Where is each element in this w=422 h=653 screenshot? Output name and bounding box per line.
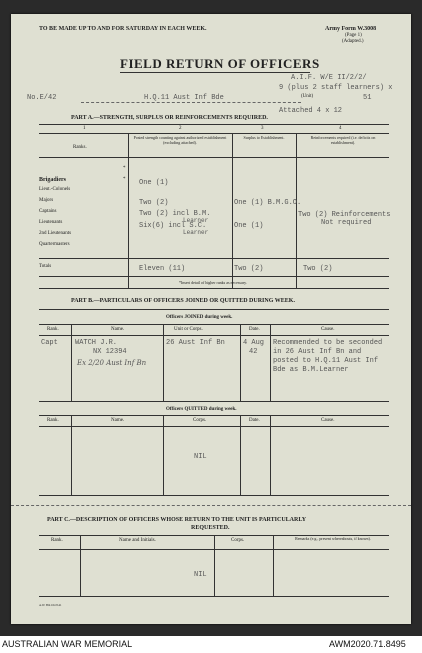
joined-label: Officers JOINED during week. (166, 315, 233, 320)
aif-line: A.I.F. W/E II/2/2/ (291, 74, 367, 82)
capt-reinforcements-2: Not required (321, 219, 372, 227)
attached-line: Attached 4 x 12 (279, 107, 343, 115)
joined-col-rank: Rank. (47, 327, 59, 332)
quitted-col-name: Name. (111, 418, 125, 423)
col-num-4: 4 (339, 126, 342, 131)
joined-col-date: Date. (249, 327, 260, 332)
joined-col-unit: Unit or Corps. (174, 327, 203, 332)
joined-col-name: Name. (111, 327, 125, 332)
form-title: FIELD RETURN OF OFFICERS (120, 56, 320, 71)
part-c-col-corps: Corps. (231, 538, 245, 543)
quitted-nil: NIL (194, 453, 207, 461)
lieut-strength: Six(6) incl S.C. (139, 222, 207, 230)
part-c-col-rank: Rank. (51, 538, 63, 543)
col-head-ranks: Ranks. (73, 145, 87, 150)
capt-strength: Two (2) incl B.M. (139, 210, 211, 218)
joined-year: 42 (249, 348, 258, 356)
top-instruction: TO BE MADE UP TO AND FOR SATURDAY IN EACH WEEK. (39, 26, 207, 32)
joined-handwritten-note: Ex 2/20 Aust Inf Bn (77, 359, 147, 367)
unit-label: (Unit) (301, 94, 314, 99)
quitted-col-rank: Rank. (47, 418, 59, 423)
footer-institution: AUSTRALIAN WAR MEMORIAL (2, 639, 133, 649)
col-num-1: 1 (83, 126, 86, 131)
col-head-surplus: Surplus to Establishment. (243, 135, 285, 140)
majors-surplus: One (1) B.M.G.O. (234, 199, 302, 207)
capt-strength-2: Learner (183, 217, 209, 224)
joined-rank: Capt (41, 339, 58, 347)
rank-majors: Majors (39, 198, 54, 203)
joined-col-cause: Cause. (321, 327, 335, 332)
joined-cause-3: posted to H.Q.11 Aust Inf (273, 357, 379, 365)
col-num-2: 2 (179, 126, 182, 131)
part-b-heading: PART B.—PARTICULARS OF OFFICERS JOINED OR QUITTED DURING WEEK. (71, 298, 295, 304)
rank-brigadiers: Brigadiers (39, 177, 66, 183)
printer-code: A.W. Bm 164 8.41 (39, 603, 62, 607)
col-head-reinforcements: Reinforcements required (i.e. deficits on establishment). (310, 135, 376, 145)
staff-line: 9 (plus 2 staff learners) x (279, 84, 393, 92)
col-num-3: 3 (261, 126, 264, 131)
form-name: Army Form W.3008 (325, 26, 377, 32)
part-c-heading: PART C.—DESCRIPTION OF OFFICERS WHOSE RETURN TO THE UNIT IS PARTICULARLY (47, 517, 307, 523)
quitted-col-cause: Cause. (321, 418, 335, 423)
part-c-col-name: Name and Initials. (119, 538, 156, 543)
footnote: *Insert detail of higher ranks as necessary. (179, 280, 247, 285)
part-c-heading-2: REQUESTED. (191, 525, 230, 531)
totals-surplus: Two (2) (234, 265, 264, 273)
form-page: (Page 1) (345, 33, 362, 38)
brig-strength: One (1) (139, 179, 169, 187)
lieut-surplus: One (1) (234, 222, 264, 230)
rank-2nd-lieutenants: 2nd Lieutenants (39, 231, 72, 236)
majors-strength: Two (2) (139, 199, 169, 207)
joined-unit: 26 Aust Inf Bn (166, 339, 225, 347)
quitted-col-date: Date. (249, 418, 260, 423)
return-number: No.E/42 (27, 94, 57, 102)
form-sheet: TO BE MADE UP TO AND FOR SATURDAY IN EACH WEEK. Army Form W.3008 (Page 1) (Adapted.) FIELD RETURN OF OFFICERS A.I.F. W/E II/2/2/ 9 (plus 2 staff learners) x No.E/42 H.Q.11 Aust Inf Bde (Unit) 51 Attached 4 x 12 PART A.—STRENGTH, SURPLUS OR REINFORCEMENTS REQUIRED. 1 2 3 4 Ranks. Posted strength counting against authorized establishment (excluding attached). Surplus to Establishment. Reinforcements required (i.e. deficits on establishment). Brigadiers * * Lieut.-Colonels Majors Captains Lieutenants 2nd Lieutenants Quartermasters One (1) Two (2) One (1) B.M.G.O. Two (2) incl B.M. Learner Two (2) Reinforcements Not required Six(6) incl S.C. Learner One (1) Totals Eleven (11) Two (2) Two (2) *Insert detail of higher ranks as necessary. PART B.—PARTICULARS OF OFFICERS JOINED OR QUITTED DURING WEEK. Officers JOINED during week. Rank. Name. Unit or Corps. Date. Cause. Capt WATCH J.R. NX 12394 Ex 2/20 Aust Inf Bn 26 Aust Inf Bn 4 Aug 42 Recommended to be seconded in 26 Aust Inf Bn and posted to H.Q.11 Aust Inf Bde as B.M.Learner Officers QUITTED during week. Rank. Name. Corps. Date. Cause. NIL PART C.—DESCRIPTION OF OFFICERS WHOSE RETURN TO THE UNIT IS PARTICULARLY REQUESTED. Rank. Name and Initials. Corps. Remarks (e.g., present whereabouts, if known). NIL A.W. Bm 164 8.41 (11, 14, 411, 624)
totals-strength: Eleven (11) (139, 265, 186, 273)
form-adapted: (Adapted.) (342, 39, 364, 44)
capt-reinforcements: Two (2) Reinforcements (298, 211, 391, 219)
part-c-nil: NIL (194, 571, 207, 579)
quitted-col-corps: Corps. (193, 418, 207, 423)
part-c-col-remarks: Remarks (e.g., present whereabouts, if known). (295, 536, 371, 541)
lieut-strength-2: Learner (183, 229, 209, 236)
joined-cause-4: Bde as B.M.Learner (273, 366, 349, 374)
rank-lieut-colonels: Lieut.-Colonels (39, 187, 71, 192)
joined-cause-1: Recommended to be seconded (273, 339, 383, 347)
footer-accession: AWM2020.71.8495 (329, 639, 406, 649)
unit-number: 51 (363, 94, 372, 102)
joined-cause-2: in 26 Aust Inf Bn and (273, 348, 362, 356)
archive-footer (0, 636, 422, 653)
joined-name: WATCH J.R. (75, 339, 118, 347)
unit-name: H.Q.11 Aust Inf Bde (144, 94, 224, 102)
quitted-label: Officers QUITTED during week. (166, 407, 237, 412)
joined-date: 4 Aug (243, 339, 265, 347)
rank-quartermasters: Quartermasters (39, 242, 70, 247)
title-underline (120, 72, 310, 73)
rank-lieutenants: Lieutenants (39, 220, 63, 225)
part-a-heading: PART A.—STRENGTH, SURPLUS OR REINFORCEMENTS REQUIRED. (71, 115, 268, 121)
rank-captains: Captains (39, 209, 57, 214)
col-head-strength: Posted strength counting against authorized establishment (excluding attached). (133, 135, 227, 145)
totals-reinforcements: Two (2) (303, 265, 333, 273)
totals-label: Totals (39, 264, 52, 269)
joined-number: NX 12394 (93, 348, 127, 356)
